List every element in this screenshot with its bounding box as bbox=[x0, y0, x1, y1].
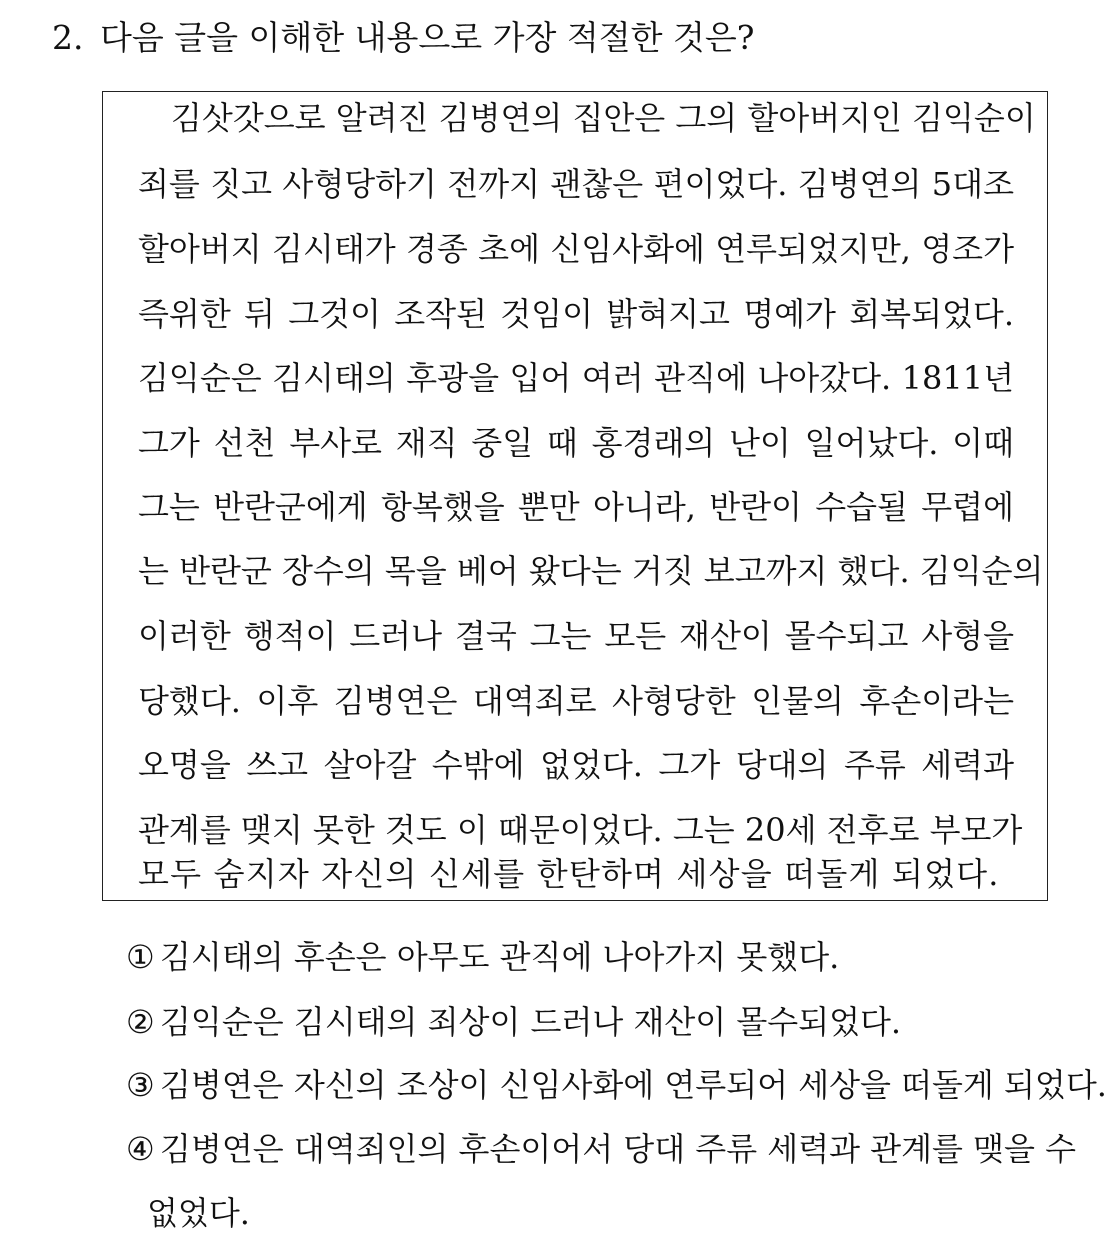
option-marker: ③ bbox=[126, 1066, 155, 1104]
passage-line: 그가 선천 부사로 재직 중일 때 홍경래의 난이 일어났다. 이때 bbox=[138, 424, 1014, 462]
passage-line: 모두 숨지자 자신의 신세를 한탄하며 세상을 떠돌게 되었다. bbox=[138, 855, 1000, 893]
passage-line: 는 반란군 장수의 목을 베어 왔다는 거짓 보고까지 했다. 김익순의 bbox=[138, 552, 1044, 590]
passage-line: 오명을 쓰고 살아갈 수밖에 없었다. 그가 당대의 주류 세력과 bbox=[138, 746, 1014, 784]
option-marker: ① bbox=[126, 938, 155, 976]
option-marker: ② bbox=[126, 1003, 155, 1041]
passage-line: 김익순은 김시태의 후광을 입어 여러 관직에 나아갔다. 1811년 bbox=[138, 359, 1014, 397]
option-marker: ④ bbox=[126, 1130, 155, 1168]
option-3[interactable] bbox=[126, 1062, 1107, 1108]
question-number: 2. bbox=[52, 18, 84, 57]
option-4-continuation: 없었다. bbox=[147, 1194, 250, 1232]
question-text: 다음 글을 이해한 내용으로 가장 적절한 것은? bbox=[100, 18, 755, 57]
option-2[interactable] bbox=[126, 999, 901, 1045]
option-4[interactable] bbox=[126, 1126, 1076, 1172]
passage-line: 당했다. 이후 김병연은 대역죄로 사형당한 인물의 후손이라는 bbox=[138, 682, 1014, 720]
option-text: 김시태의 후손은 아무도 관직에 나아가지 못했다. bbox=[160, 938, 840, 976]
option-1[interactable] bbox=[126, 934, 839, 980]
question-stem bbox=[52, 14, 754, 62]
option-text: 김익순은 김시태의 죄상이 드러나 재산이 몰수되었다. bbox=[160, 1003, 902, 1041]
passage-line: 할아버지 김시태가 경종 초에 신임사화에 연루되었지만, 영조가 bbox=[138, 230, 1014, 268]
passage-line: 관계를 맺지 못한 것도 이 때문이었다. 그는 20세 전후로 부모가 bbox=[138, 811, 1023, 849]
passage-box bbox=[102, 91, 1048, 901]
passage-line: 김삿갓으로 알려진 김병연의 집안은 그의 할아버지인 김익순이 bbox=[171, 99, 1036, 137]
passage-line: 즉위한 뒤 그것이 조작된 것임이 밝혀지고 명예가 회복되었다. bbox=[138, 295, 1014, 333]
passage-line: 이러한 행적이 드러나 결국 그는 모든 재산이 몰수되고 사형을 bbox=[138, 617, 1014, 655]
passage-line: 죄를 짓고 사형당하기 전까지 괜찮은 편이었다. 김병연의 5대조 bbox=[138, 165, 1014, 203]
passage-line: 그는 반란군에게 항복했을 뿐만 아니라, 반란이 수습될 무렵에 bbox=[138, 488, 1014, 526]
option-text: 김병연은 대역죄인의 후손이어서 당대 주류 세력과 관계를 맺을 수 bbox=[160, 1130, 1077, 1168]
option-text: 김병연은 자신의 조상이 신임사화에 연루되어 세상을 떠돌게 되었다. bbox=[160, 1066, 1107, 1104]
